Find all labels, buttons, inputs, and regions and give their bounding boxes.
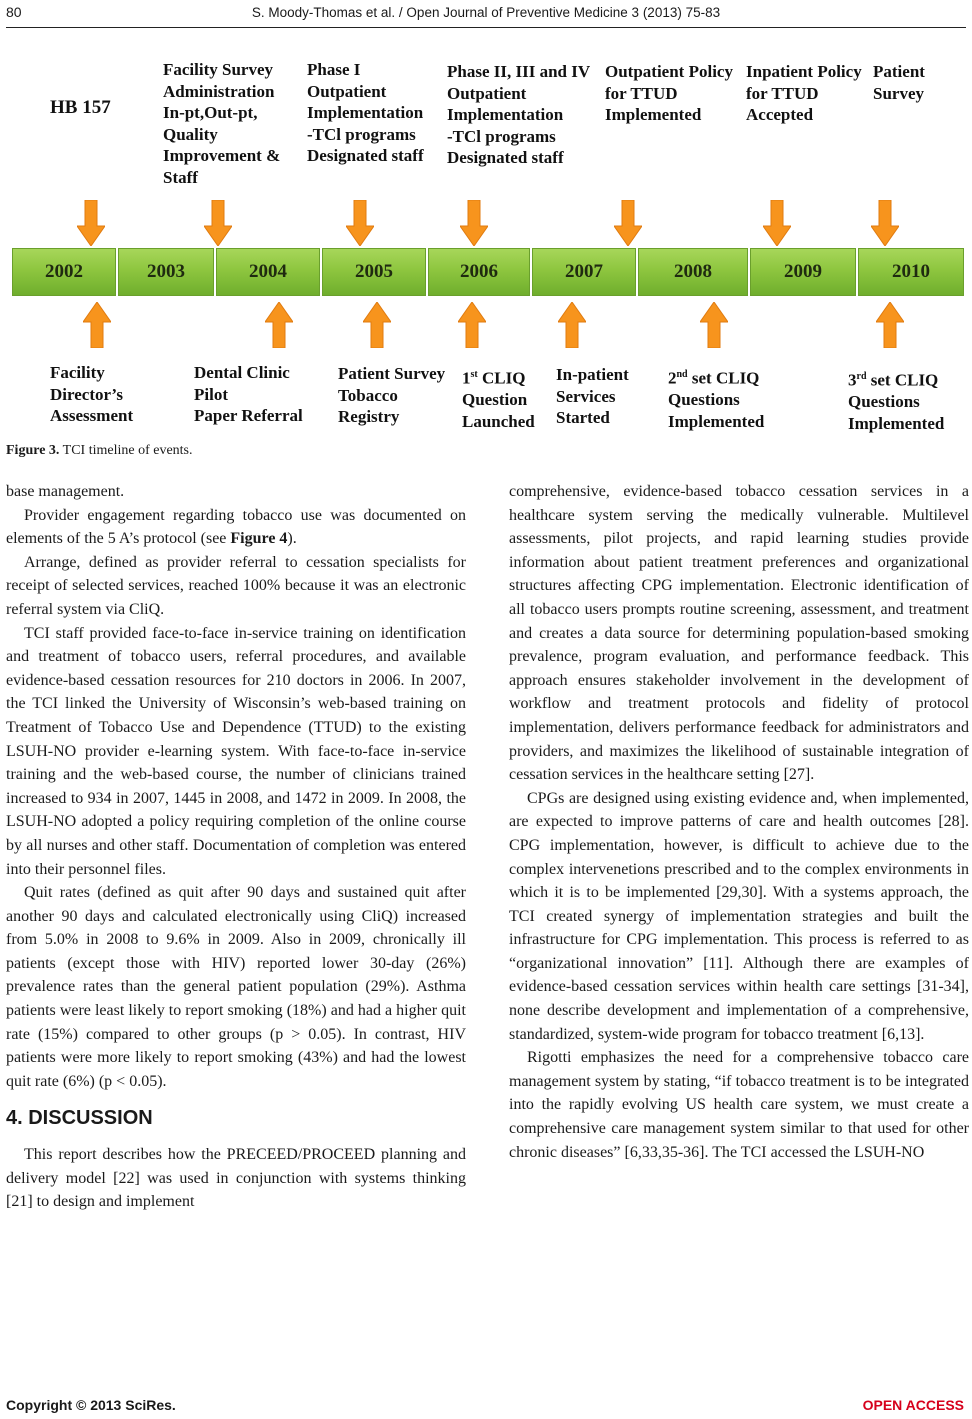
label-facility-director: Facility Director’s Assessment xyxy=(50,363,134,425)
label-cliq-1st: 1st CLIQ Question Launched xyxy=(462,368,535,431)
label-hb157: HB 157 xyxy=(50,97,111,118)
paragraph: comprehensive, evidence-based tobacco cessation services in a healthcare system serving the medically vulnerable. Multilevel assessments, pilot projects, and rapid learning studies provide information about patient treatment preferences and organizational structures affecting CPG implementation. Electronic identification of all tobacco users prompts routine screening, assessment, and treatment and creates a data source for determining population-based smoking prevalence, program evaluation, and performance feedback. This approach ensures stakeholder involvement in the development of workflow and treatment protocols and fidelity of protocol implementation, delivers performance feedback for administrators and providers, and maximizes the likelihood of sustainable integration of cessation services in the healthcare setting [27]. xyxy=(509,483,969,784)
header-rule xyxy=(6,27,966,28)
down-arrow-icon xyxy=(77,200,105,246)
paragraph: Provider engagement regarding tobacco use was documented on elements of the 5 A’s protocol (see Figure 4). xyxy=(6,506,466,548)
figure-reference: Figure 4 xyxy=(230,530,288,548)
down-arrow-icon xyxy=(460,200,488,246)
up-arrow-icon xyxy=(458,302,486,348)
right-column xyxy=(509,480,969,1164)
year-2003: 2003 xyxy=(118,248,214,296)
paragraph: CPGs are designed using existing evidence and, when implemented, are expected to improve patterns of care and health outcomes [28]. CPG implementation, however, is difficult to achieve due to the complex intervenetions prescribed and to the complex environments in which it is to be implemented [29,30]. With a systems approach, the TCI created synergy of implementation strategies and built the infrastructure for CPG implementation. This process is referred to as “organizational innovation” [11]. Although there are examples of evidence-based cessation services within health care settings [31-34], none describe development and implementation of a comprehensive, standardized, system-wide program for tobacco treatment [6,13]. xyxy=(509,789,969,1043)
label-facility-survey: Facility Survey Administration In-pt,Out-pt, Quality Improvement & Staff xyxy=(163,60,281,187)
section-heading: 4. DISCUSSION xyxy=(6,1107,153,1130)
up-arrow-icon xyxy=(363,302,391,348)
year-2007: 2007 xyxy=(532,248,636,296)
label-outpatient-policy: Outpatient Policy for TTUD Implemented xyxy=(605,62,733,124)
label-dental-clinic: Dental Clinic Pilot Paper Referral xyxy=(194,363,303,425)
year-2010: 2010 xyxy=(858,248,964,296)
up-arrow-icon xyxy=(558,302,586,348)
paragraph: TCI staff provided face-to-face in-service training on identification and treatment of tobacco users, referral procedures, and available evidence-based cessation resources for 210 doctors in 2006. In 2007, the TCI linked the University of Wisconsin’s web-based training on Treatment of Tobacco Use and Dependence (TTUD) to the existing LSUH-NO provider e-learning system. With face-to-face in-service training and the web-based course, the number of clinicians trained increased to 934 in 2007, 1445 in 2008, and 1472 in 2009. In 2008, the LSUH-NO adopted a policy requiring completion of the online course by all nurses and other staff. Documentation of completion was entered into their personnel files. xyxy=(6,624,466,878)
figure-caption: Figure 3. TCI timeline of events. xyxy=(6,443,193,458)
running-head: S. Moody-Thomas et al. / Open Journal of Preventive Medicine 3 (2013) 75-83 xyxy=(251,5,721,20)
down-arrow-icon xyxy=(204,200,232,246)
year-2005: 2005 xyxy=(322,248,426,296)
footer-open-access: OPEN ACCESS xyxy=(862,1397,964,1413)
footer-copyright: Copyright © 2013 SciRes. xyxy=(6,1397,176,1413)
paragraph: This report describes how the PRECEED/PROCEED planning and delivery model [22] was used in conjunction with systems thinking [21] to design and implement xyxy=(6,1146,466,1211)
year-2002: 2002 xyxy=(12,248,116,296)
label-inpatient-policy: Inpatient Policy for TTUD Accepted xyxy=(746,62,862,124)
timeline-figure xyxy=(0,50,972,440)
label-cliq-2nd: 2nd set CLIQ Questions Implemented xyxy=(668,368,765,431)
left-column xyxy=(6,480,466,1214)
down-arrow-icon xyxy=(871,200,899,246)
label-cliq-3rd: 3rd set CLIQ Questions Implemented xyxy=(848,370,945,433)
year-2006: 2006 xyxy=(428,248,530,296)
paragraph: Rigotti emphasizes the need for a comprehensive tobacco care management system by stating, “if tobacco treatment is to be integrated into the rapidly evolving US health care system, we must create a comprehensive care management system similar to that used for other chronic diseases” [6,33,35-36]. The TCI accessed the LSUH-NO xyxy=(509,1049,969,1161)
year-2004: 2004 xyxy=(216,248,320,296)
up-arrow-icon xyxy=(700,302,728,348)
year-2008: 2008 xyxy=(638,248,748,296)
up-arrow-icon xyxy=(876,302,904,348)
down-arrow-icon xyxy=(346,200,374,246)
paragraph: base management. xyxy=(6,483,125,500)
down-arrow-icon xyxy=(763,200,791,246)
page-number: 80 xyxy=(6,4,22,20)
label-patient-survey-2010: Patient Survey xyxy=(873,62,925,103)
label-patient-survey-2005: Patient Survey Tobacco Registry xyxy=(338,364,446,426)
label-phase1: Phase I Outpatient Implementation -TCl programs Designated staff xyxy=(307,60,424,165)
paragraph: Quit rates (defined as quit after 90 days and sustained quit after another 90 days and calculated electronically using CliQ) increased from 5.0% in 2008 to 9.6% in 2009. Also in 2009, chronically ill patients (except those with HIV) reported lower 30-day (26%) prevalence rates than the general patient population (29%). Asthma patients were least likely to report smoking (18%) and had a higher quit rate (15%) compared to other groups (p > 0.05). In contrast, HIV patients were more likely to report smoking (43%) and had the lowest quit rate (6%) (p < 0.05). xyxy=(6,884,466,1090)
paragraph: Arrange, defined as provider referral to cessation specialists for receipt of selected services, reached 100% because it was an electronic referral system via CliQ. xyxy=(6,553,466,618)
year-2009: 2009 xyxy=(750,248,856,296)
up-arrow-icon xyxy=(83,302,111,348)
label-phase234: Phase II, III and IV Outpatient Implementation -TCl programs Designated staff xyxy=(447,62,591,167)
label-inpatient-services: In-patient Services Started xyxy=(556,365,629,427)
down-arrow-icon xyxy=(614,200,642,246)
up-arrow-icon xyxy=(265,302,293,348)
